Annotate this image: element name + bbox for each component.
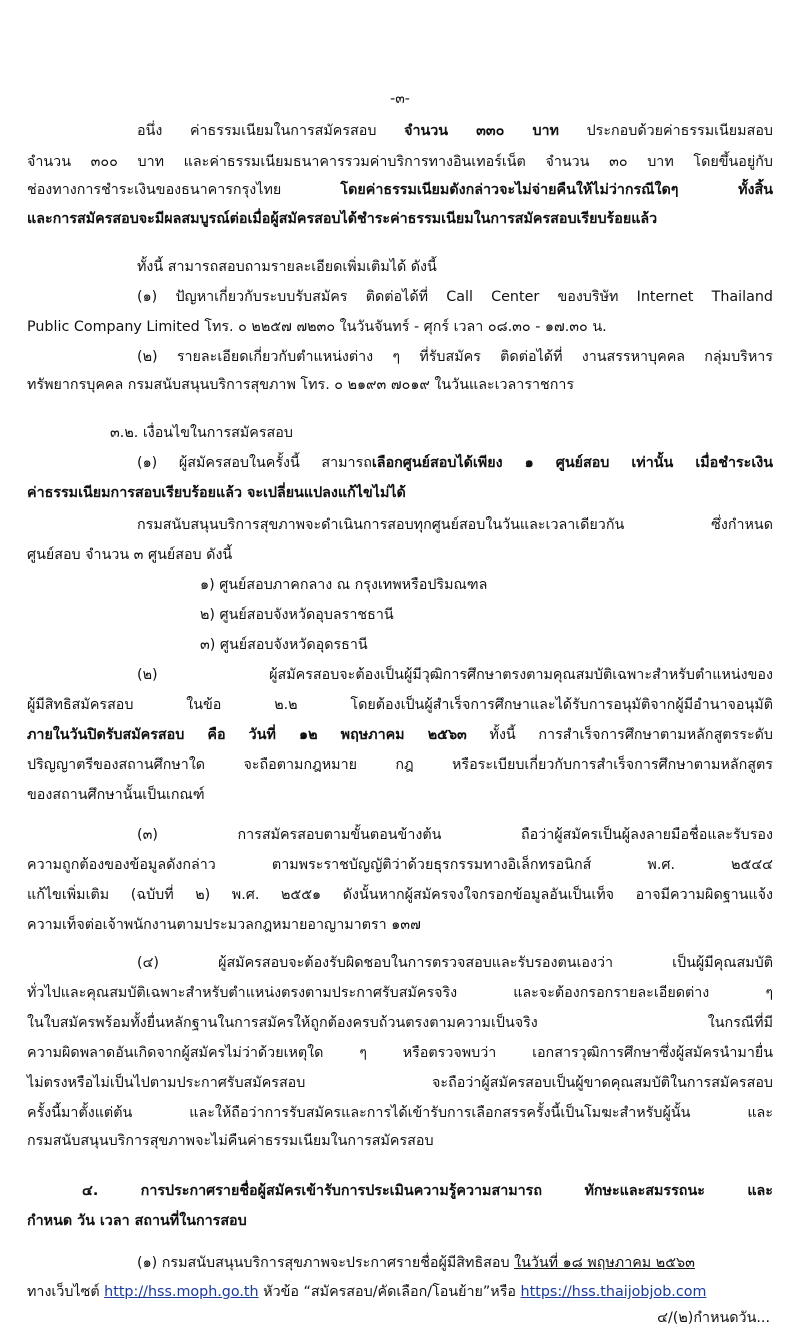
condition-2-line-5: ของสถานศึกษานั้นเป็นเกณฑ์: [27, 787, 205, 803]
condition-3-line-4: ความเท็จต่อเจ้าพนักงานตามประมวลกฎหมายอาญามาตรา ๑๓๗: [27, 917, 421, 933]
condition-1-line-3: กรมสนับสนุนบริการสุขภาพจะดำเนินการสอบทุกศูนย์สอบในวันและเวลาเดียวกัน ซึ่งกำหนด: [137, 517, 773, 533]
condition-2-line-1: (๒) ผู้สมัครสอบจะต้องเป็นผู้มีวุฒิการศึกษาตรงตามคุณสมบัติเฉพาะสำหรับตำแหน่งของ: [137, 667, 773, 683]
condition-3-line-2: ความถูกต้องของข้อมูลดังกล่าว ตามพระราชบัญญัติว่าด้วยธุรกรรมทางอิเล็กทรอนิกส์ พ.ศ. ๒๕๔๔: [27, 857, 773, 873]
page-number: -๓-: [390, 91, 410, 107]
inquiry-1-line-1: (๑) ปัญหาเกี่ยวกับระบบรับสมัคร ติดต่อได้ที่ Call Center ของบริษัท Internet Thailand: [137, 289, 773, 305]
condition-1-line-2: ค่าธรรมเนียมการสอบเรียบร้อยแล้ว จะเปลี่ยนแปลงแก้ไขไม่ได้: [27, 485, 406, 501]
section-4-paragraph-1-line-1: (๑) กรมสนับสนุนบริการสุขภาพจะประกาศรายชื่อผู้มีสิทธิสอบ ในวันที่ ๑๘ พฤษภาคม ๒๕๖๓: [137, 1255, 695, 1271]
hss-moph-link[interactable]: http://hss.moph.go.th: [104, 1284, 259, 1300]
exam-center-2: ๒) ศูนย์สอบจังหวัดอุบลราชธานี: [200, 607, 394, 623]
inquiry-2-line-1: (๒) รายละเอียดเกี่ยวกับตำแหน่งต่าง ๆ ที่รับสมัคร ติดต่อได้ที่ งานสรรหาบุคคล กลุ่มบริหาร: [137, 349, 773, 365]
condition-2-line-2: ผู้มีสิทธิสมัครสอบ ในข้อ ๒.๒ โดยต้องเป็นผู้สำเร็จการศึกษาและได้รับการอนุมัติจากผู้มีอำนาจอนุมัติ: [27, 697, 773, 713]
exam-center-3: ๓) ศูนย์สอบจังหวัดอุดรธานี: [200, 637, 368, 653]
section-3-2-heading: ๓.๒. เงื่อนไขในการสมัครสอบ: [110, 425, 293, 441]
fee-line-4: และการสมัครสอบจะมีผลสมบูรณ์ต่อเมื่อผู้สมัครสอบได้ชำระค่าธรรมเนียมในการสมัครสอบเรียบร้อยแล้ว: [27, 211, 658, 227]
exam-center-1: ๑) ศูนย์สอบภาคกลาง ณ กรุงเทพหรือปริมณฑล: [200, 577, 488, 593]
condition-2-line-4: ปริญญาตรีของสถานศึกษาใด จะถือตามกฎหมาย กฎ หรือระเบียบเกี่ยวกับการสำเร็จการศึกษาตามหลักสูตร: [27, 757, 773, 773]
condition-2-line-3: ภายในวันปิดรับสมัครสอบ คือ วันที่ ๑๒ พฤษภาคม ๒๕๖๓ ทั้งนี้ การสำเร็จการศึกษาตามหลักสูตรระดับ: [27, 727, 773, 743]
condition-4-line-5: ไม่ตรงหรือไม่เป็นไปตามประกาศรับสมัครสอบ จะถือว่าผู้สมัครสอบเป็นผู้ขาดคุณสมบัติในการสมัครสอบ: [27, 1075, 773, 1091]
condition-1-line-1: (๑) ผู้สมัครสอบในครั้งนี้ สามารถเลือกศูนย์สอบได้เพียง ๑ ศูนย์สอบ เท่านั้น เมื่อชำระเงิน: [137, 455, 773, 471]
inquiry-intro: ทั้งนี้ สามารถสอบถามรายละเอียดเพิ่มเติมได้ ดังนี้: [137, 259, 437, 275]
condition-3-line-3: แก้ไขเพิ่มเติม (ฉบับที่ ๒) พ.ศ. ๒๕๕๑ ดังนั้นหากผู้สมัครจงใจกรอกข้อมูลอันเป็นเท็จ อาจมีความผิดฐานแจ้ง: [27, 887, 773, 903]
condition-4-line-1: (๔) ผู้สมัครสอบจะต้องรับผิดชอบในการตรวจสอบและรับรองตนเองว่า เป็นผู้มีคุณสมบัติ: [137, 955, 773, 971]
condition-4-line-4: ความผิดพลาดอันเกิดจากผู้สมัครไม่ว่าด้วยเหตุใด ๆ หรือตรวจพบว่า เอกสารวุฒิการศึกษาซึ่งผู้สมัครนำมายื่น: [27, 1045, 773, 1061]
section-4-heading-line-1: ๔. การประกาศรายชื่อผู้สมัครเข้ารับการประเมินความรู้ความสามารถ ทักษะและสมรรถนะ และ: [82, 1183, 773, 1199]
section-4-heading-line-2: กำหนด วัน เวลา สถานที่ในการสอบ: [27, 1213, 247, 1229]
inquiry-2-line-2: ทรัพยากรบุคคล กรมสนับสนุนบริการสุขภาพ โทร. ๐ ๒๑๙๓ ๗๐๑๙ ในวันและเวลาราชการ: [27, 377, 575, 393]
condition-1-line-4: ศูนย์สอบ จำนวน ๓ ศูนย์สอบ ดังนี้: [27, 547, 233, 563]
fee-line-2: จำนวน ๓๐๐ บาท และค่าธรรมเนียมธนาคารรวมค่าบริการทางอินเทอร์เน็ต จำนวน ๓๐ บาท โดยขึ้นอยู่กับ: [27, 154, 773, 170]
condition-4-line-7: กรมสนับสนุนบริการสุขภาพจะไม่คืนค่าธรรมเนียมในการสมัครสอบ: [27, 1133, 434, 1149]
fee-line-3: ช่องทางการชำระเงินของธนาคารกรุงไทย โดยค่าธรรมเนียมดังกล่าวจะไม่จ่ายคืนให้ไม่ว่ากรณีใดๆ ทั้งสิ้น: [27, 182, 773, 198]
condition-4-line-3: ในใบสมัครพร้อมทั้งยื่นหลักฐานในการสมัครให้ถูกต้องครบถ้วนตรงตามความเป็นจริง ในกรณีที่มี: [27, 1015, 773, 1031]
condition-4-line-2: ทั่วไปและคุณสมบัติเฉพาะสำหรับตำแหน่งตรงตามประกาศรับสมัครจริง และจะต้องกรอกรายละเอียดต่าง ๆ: [27, 985, 773, 1001]
hss-thaijobjob-link[interactable]: https://hss.thaijobjob.com: [520, 1284, 707, 1300]
continuation-note: ๔/(๒)กำหนดวัน...: [657, 1310, 770, 1326]
condition-4-line-6: ครั้งนี้มาตั้งแต่ต้น และให้ถือว่าการรับสมัครและการได้เข้ารับการเลือกสรรครั้งนี้เป็นโมฆะสำหรับผู้นั้น และ: [27, 1105, 773, 1121]
condition-3-line-1: (๓) การสมัครสอบตามขั้นตอนข้างต้น ถือว่าผู้สมัครเป็นผู้ลงลายมือชื่อและรับรอง: [137, 827, 773, 843]
section-4-paragraph-1-line-2: ทางเว็บไซต์ http://hss.moph.go.th หัวข้อ “สมัครสอบ/คัดเลือก/โอนย้าย”หรือ https://hss.thaijobjob.com: [27, 1284, 707, 1300]
fee-line-1: อนึ่ง ค่าธรรมเนียมในการสมัครสอบ จำนวน ๓๓๐ บาท ประกอบด้วยค่าธรรมเนียมสอบ: [137, 123, 773, 139]
inquiry-1-line-2: Public Company Limited โทร. ๐ ๒๒๕๗ ๗๒๓๐ ในวันจันทร์ - ศุกร์ เวลา ๐๘.๓๐ - ๑๗.๓๐ น.: [27, 319, 607, 335]
